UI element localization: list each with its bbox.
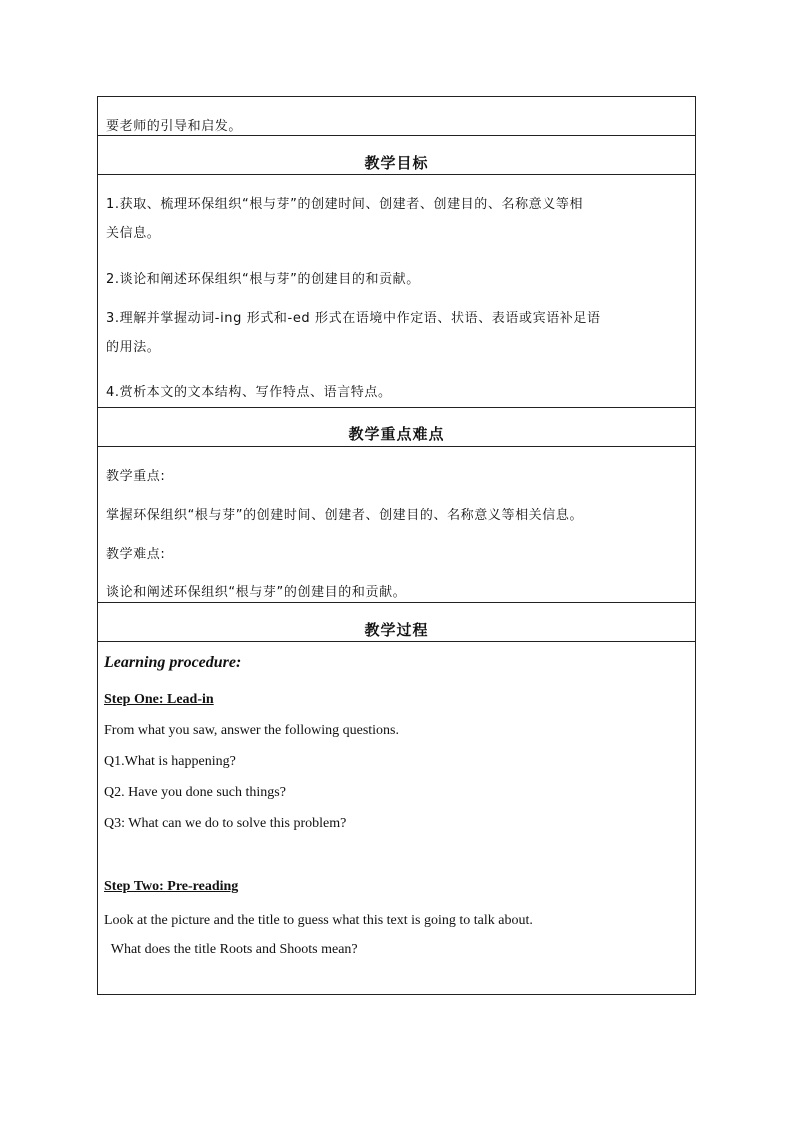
intro-text: 要老师的引导和启发。 [106, 119, 243, 134]
step-two-line-1: Look at the picture and the title to guess what this text is going to talk about. [104, 913, 533, 928]
step-one-title: Step One: Lead-in [104, 692, 214, 707]
lesson-plan-table [97, 96, 696, 995]
objective-item: 4.赏析本文的文本结构、写作特点、语言特点。 [106, 385, 392, 400]
key-point-text: 掌握环保组织“根与芽”的创建时间、创建者、创建目的、名称意义等相关信息。 [106, 508, 584, 523]
key-points-row [98, 447, 695, 603]
question-1: Q1.What is happening? [104, 754, 236, 769]
key-points-heading: 教学重点难点 [348, 425, 445, 443]
step-two-title: Step Two: Pre-reading [104, 879, 239, 894]
key-point-label: 教学重点: [106, 469, 166, 484]
difficulty-text: 谈论和阐述环保组织“根与芽”的创建目的和贡献。 [106, 585, 407, 600]
question-3: Q3: What can we do to solve this problem? [104, 816, 347, 831]
objectives-heading-row [98, 136, 695, 175]
key-points-heading-row [98, 408, 695, 447]
objective-item: 1.获取、梳理环保组织“根与芽”的创建时间、创建者、创建目的、名称意义等相 [106, 197, 584, 212]
objective-item: 的用法。 [106, 340, 161, 355]
process-heading: 教学过程 [364, 621, 429, 639]
objective-item: 3.理解并掌握动词-ing 形式和-ed 形式在语境中作定语、状语、表语或宾语补足语 [106, 311, 601, 326]
objectives-row [98, 175, 695, 408]
question-2: Q2. Have you done such things? [104, 785, 286, 800]
difficulty-label: 教学难点: [106, 547, 166, 562]
process-heading-row [98, 603, 695, 642]
procedure-title: Learning procedure: [104, 654, 242, 671]
objective-item: 关信息。 [106, 226, 161, 241]
intro-row [98, 97, 695, 136]
process-row [98, 642, 695, 994]
objectives-heading: 教学目标 [364, 154, 429, 172]
step-one-intro: From what you saw, answer the following questions. [104, 723, 399, 738]
objective-item: 2.谈论和阐述环保组织“根与芽”的创建目的和贡献。 [106, 272, 420, 287]
step-two-line-2: What does the title Roots and Shoots mean? [104, 942, 358, 957]
